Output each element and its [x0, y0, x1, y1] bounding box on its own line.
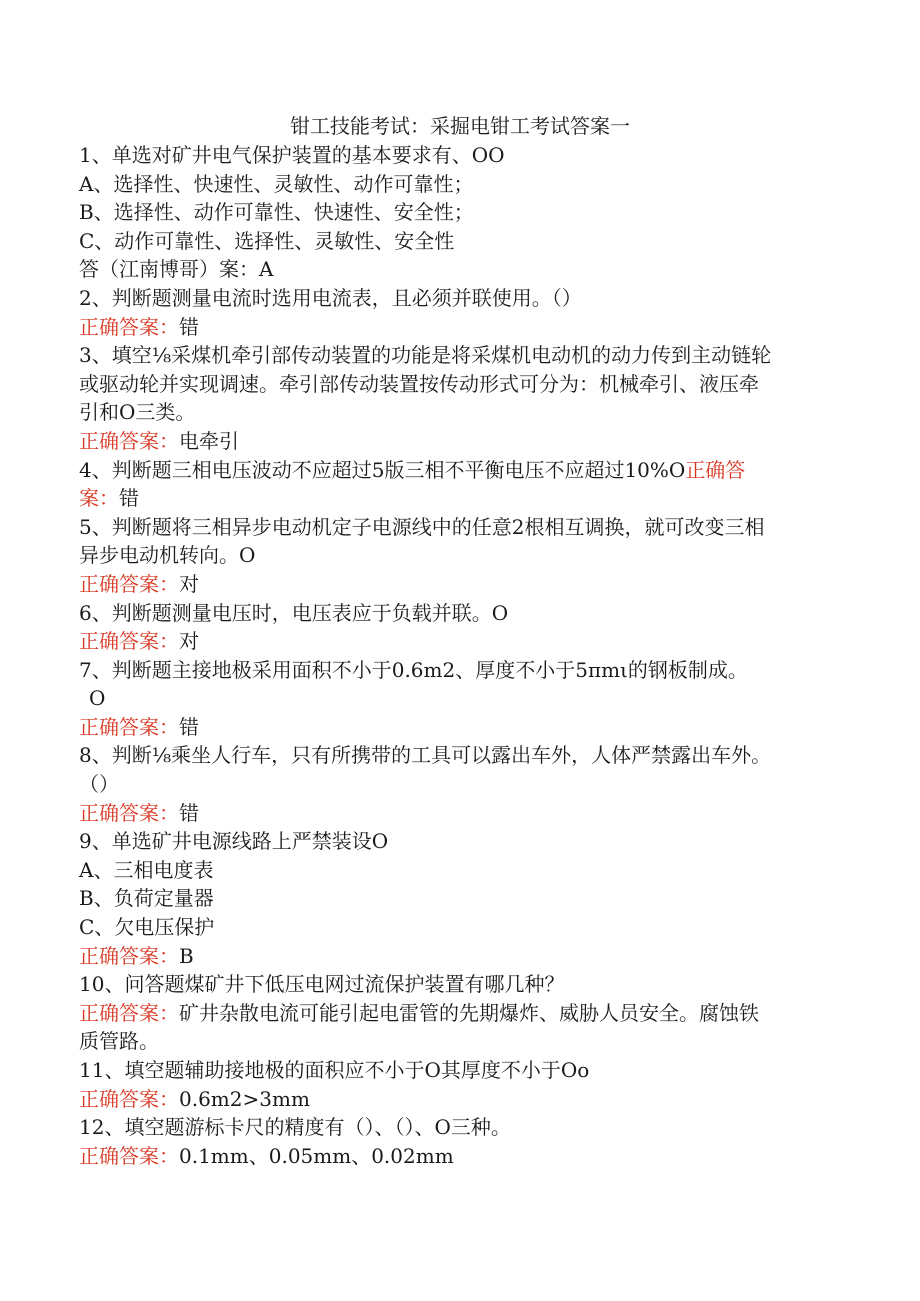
- answer-label: 正确答案：: [79, 1143, 179, 1168]
- answer-value: 矿井杂散电流可能引起电雷管的先期爆炸、威胁人员安全。腐蚀铁: [179, 1000, 759, 1025]
- answer-value: 错: [179, 314, 199, 339]
- q7-stem-line1: 7、判断题主接地极采用面积不小于0.6m2、厚度不小于5πmι的钢板制成。: [79, 657, 748, 682]
- document-title: 钳工技能考试：采掘电钳工考试答案一: [290, 114, 630, 138]
- answer-value: 0.6m2>3mm: [179, 1086, 310, 1111]
- q1-option-b: B、选择性、动作可靠性、快速性、安全性；: [79, 200, 474, 225]
- q6-stem: 6、判断题测量电压时，电压表应于负载并联。O: [79, 600, 509, 625]
- q8-answer: [79, 799, 839, 828]
- q10-stem: 10、问答题煤矿井下低压电网过流保护装置有哪几种？: [79, 972, 565, 997]
- answer-label-part1: 正确答: [685, 457, 746, 482]
- answer-value: 错: [119, 486, 139, 511]
- q3-stem-line3: 引和O三类。: [79, 400, 196, 425]
- answer-label: 正确答案：: [79, 714, 179, 739]
- q11-stem: 11、填空题辅助接地极的面积应不小于O其厚度不小于Oo: [79, 1058, 590, 1082]
- q5-stem-line1: 5、判断题将三相异步电动机定子电源线中的任意2根相互调换，就可改变三相: [79, 514, 765, 539]
- answer-value: 电牵引: [179, 428, 239, 453]
- answer-value: B: [179, 943, 194, 968]
- answer-value: 0.1mm、0.05mm、0.02mm: [179, 1143, 454, 1168]
- answer-value: 错: [179, 800, 199, 825]
- answer-label: 正确答案：: [79, 314, 179, 339]
- q6-answer: [79, 627, 839, 656]
- answer-label: 正确答案：: [79, 1086, 179, 1111]
- answer-label-part2: 案：: [79, 486, 119, 511]
- q9-stem: 9、单选矿井电源线路上严禁装设O: [79, 829, 389, 854]
- answer-label: 正确答案：: [79, 428, 179, 453]
- q3-stem-line2: 或驱动轮并实现调速。牵引部传动装置按传动形式可分为：机械牵引、液压牵: [79, 371, 759, 396]
- q8-stem-line2: （）: [79, 772, 119, 797]
- answer-label: 正确答案：: [79, 571, 179, 596]
- q9-option-b: B、负荷定量器: [79, 886, 214, 911]
- q9-option-a: A、三相电度表: [79, 857, 214, 882]
- answer-label: 正确答案：: [79, 943, 179, 968]
- q5-answer: [79, 570, 839, 599]
- q3-answer: [79, 427, 839, 456]
- q2-answer: [79, 313, 839, 342]
- q8-stem-line1: 8、判断⅛乘坐人行车，只有所携带的工具可以露出车外，人体严禁露出车外。: [79, 743, 772, 768]
- q1-option-c: C、动作可靠性、选择性、灵敏性、安全性: [79, 228, 455, 253]
- answer-value: 对: [179, 571, 199, 596]
- answer-value: 错: [179, 714, 199, 739]
- q9-answer: [79, 942, 839, 971]
- document-body: [79, 141, 839, 1170]
- q7-stem-line2: O: [89, 686, 106, 711]
- q3-stem-line1: 3、填空⅛采煤机牵引部传动装置的功能是将采煤机电动机的动力传到主动链轮: [79, 343, 772, 368]
- q10-answer-line1: [79, 999, 839, 1028]
- answer-value: 对: [179, 629, 199, 654]
- q1-option-a: A、选择性、快速性、灵敏性、动作可靠性；: [79, 171, 474, 196]
- q11-answer: [79, 1085, 839, 1114]
- q7-answer: [79, 713, 839, 742]
- answer-label: 正确答案：: [79, 1000, 179, 1025]
- q1-stem: 1、单选对矿井电气保护装置的基本要求有、OO: [79, 143, 505, 167]
- q9-option-c: C、欠电压保护: [79, 915, 215, 940]
- answer-label: 正确答案：: [79, 629, 179, 654]
- q4-answer: [79, 484, 839, 513]
- q2-stem: 2、判断题测量电流时选用电流表，且必须并联使用。（）: [79, 285, 582, 310]
- q10-answer-line2: 质管路。: [79, 1029, 159, 1054]
- q12-stem: 12、填空题游标卡尺的精度有（）、（）、O三种。: [79, 1115, 511, 1140]
- q12-answer: [79, 1142, 839, 1171]
- answer-label: 正确答案：: [79, 800, 179, 825]
- q5-stem-line2: 异步电动机转向。O: [79, 543, 256, 568]
- q4-stem: [79, 456, 839, 485]
- q4-stem-text: 4、判断题三相电压波动不应超过5版三相不平衡电压不应超过10%O: [79, 457, 686, 482]
- q1-answer: 答（江南博哥）案：A: [79, 257, 274, 282]
